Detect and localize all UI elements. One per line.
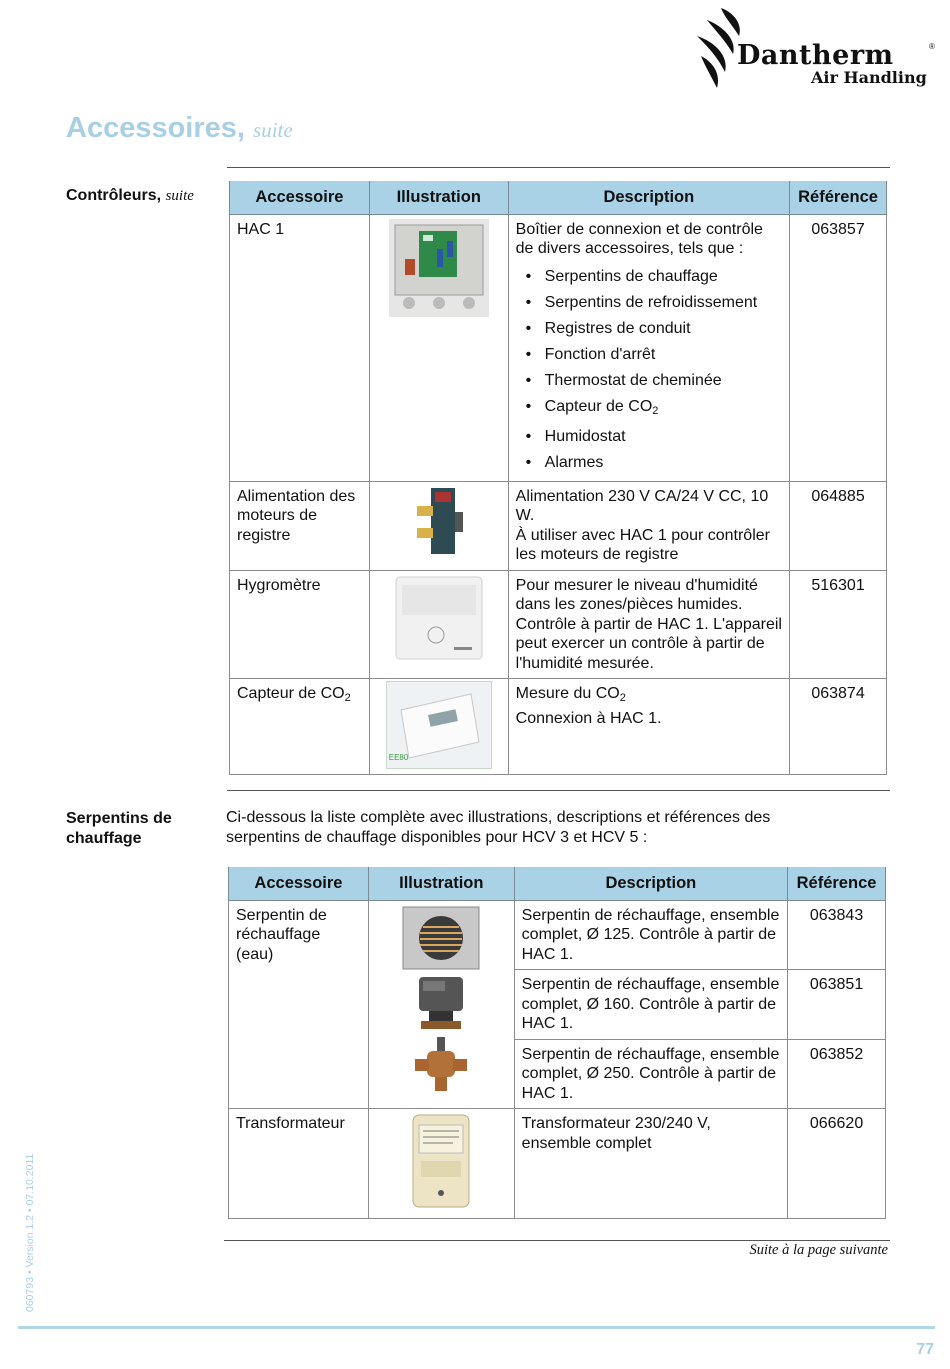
table-row bbox=[229, 1109, 886, 1219]
co2-sensor-picture bbox=[386, 681, 492, 769]
continued-note: Suite à la page suivante bbox=[749, 1242, 888, 1258]
header-illustration: Illustration bbox=[369, 181, 508, 214]
table-row bbox=[229, 900, 886, 970]
table-row bbox=[230, 214, 887, 481]
reference-cell: 063851 bbox=[788, 970, 886, 1040]
accessory-cell: Alimentation des moteurs de registre bbox=[230, 481, 370, 570]
brass-valve-icon bbox=[411, 1035, 471, 1095]
header-illustration: Illustration bbox=[368, 867, 514, 900]
reference-cell: 063874 bbox=[790, 679, 887, 775]
logo-subtitle: Air Handling bbox=[811, 68, 927, 87]
header-reference: Référence bbox=[788, 867, 886, 900]
section-label-controleurs: Contrôleurs, suite bbox=[66, 187, 194, 204]
list-item: • Fonction d'arrêt bbox=[516, 342, 782, 368]
description-cell: Serpentin de réchauffage, ensemble complet, Ø 125. Contrôle à partir de HAC 1. bbox=[514, 900, 787, 970]
logo-brand: Dantherm bbox=[737, 40, 894, 71]
header-description: Description bbox=[514, 867, 787, 900]
table-row bbox=[230, 679, 887, 775]
transformer-icon bbox=[409, 1113, 473, 1209]
accessory-cell: HAC 1 bbox=[230, 214, 370, 481]
illustration-cell bbox=[369, 481, 508, 570]
list-item: • Capteur de $CO_2$ bbox=[516, 394, 782, 424]
page-title-main: Accessoires, bbox=[66, 112, 245, 144]
reference-cell: 063857 bbox=[790, 214, 887, 481]
divider bbox=[227, 167, 890, 168]
footer-rule bbox=[18, 1326, 935, 1329]
page-number: 77 bbox=[916, 1341, 934, 1358]
accessory-cell: Transformateur bbox=[229, 1109, 369, 1219]
illustration-cell bbox=[369, 214, 508, 481]
description-cell: Serpentin de réchauffage, ensemble complet, Ø 250. Contrôle à partir de HAC 1. bbox=[514, 1039, 787, 1109]
control-box-icon bbox=[389, 219, 489, 317]
accessory-cell: Capteur de $CO_2$ bbox=[230, 679, 370, 775]
list-item: • Serpentins de refroidissement bbox=[516, 290, 782, 316]
reference-cell: 516301 bbox=[790, 570, 887, 679]
illustration-cell bbox=[368, 1109, 514, 1219]
reference-cell: 066620 bbox=[788, 1109, 886, 1219]
description-cell: Pour mesurer le niveau d'humidité dans les zones/pièces humides. Contrôle à partir de HAC 1. L'appareil peut exercer un contrôle à partir de l'humidité mesurée. bbox=[508, 570, 789, 679]
illustration-cell bbox=[369, 679, 508, 775]
table-row bbox=[230, 481, 887, 570]
document-version: 060793 • Version 1.2 • 07.10.2011 bbox=[24, 1153, 36, 1312]
hygrometer-icon bbox=[394, 575, 484, 661]
accessory-cell: Hygromètre bbox=[230, 570, 370, 679]
logo-registered-mark: ® bbox=[929, 42, 935, 51]
divider bbox=[227, 790, 890, 791]
description-cell: Alimentation 230 V CA/24 V CC, 10 W. À utiliser avec HAC 1 pour contrôler les moteurs de registre bbox=[508, 481, 789, 570]
description-cell: Boîtier de connexion et de contrôle de divers accessoires, tels que : • Serpentins de chauffage • Serpentins de refroidissement • Registres de conduit • Fonction d'arrêt • Thermostat de cheminée • Capteur de $CO_2$ • Humidostat • Alarmes bbox=[508, 214, 789, 481]
illustration-cell bbox=[368, 900, 514, 1109]
table-row bbox=[230, 570, 887, 679]
header-description: Description bbox=[508, 181, 789, 214]
description-cell: Mesure du $CO_2$ Connexion à HAC 1. bbox=[508, 679, 789, 775]
valve-actuator-icon bbox=[411, 973, 471, 1033]
page-title bbox=[66, 112, 293, 145]
list-item: • Humidostat bbox=[516, 424, 782, 450]
header-reference: Référence bbox=[790, 181, 887, 214]
list-item: • Thermostat de cheminée bbox=[516, 368, 782, 394]
table-header-row bbox=[230, 181, 887, 214]
illustration-caption: EE80 bbox=[388, 752, 409, 762]
header-accessory: Accessoire bbox=[230, 181, 370, 214]
section-label-serpentins: Serpentins de chauffage bbox=[66, 810, 172, 847]
header-accessory: Accessoire bbox=[229, 867, 369, 900]
illustration-cell bbox=[369, 570, 508, 679]
controllers-table bbox=[229, 181, 887, 775]
dantherm-logo bbox=[693, 6, 938, 90]
page-title-suite: suite bbox=[253, 118, 293, 142]
feature-list bbox=[516, 264, 782, 476]
list-item: • Serpentins de chauffage bbox=[516, 264, 782, 290]
table-header-row bbox=[229, 867, 886, 900]
list-item: • Alarmes bbox=[516, 450, 782, 476]
heating-coil-icon bbox=[401, 905, 481, 971]
divider bbox=[224, 1240, 890, 1241]
section-intro: Ci-dessous la liste complète avec illustrations, descriptions et références des serpentins de chauffage disponibles pour HCV 3 et HCV 5 : bbox=[226, 809, 771, 846]
description-cell: Transformateur 230/240 V, ensemble complet bbox=[514, 1109, 787, 1219]
heating-coils-table bbox=[228, 867, 886, 1219]
list-item: • Registres de conduit bbox=[516, 316, 782, 342]
description-cell: Serpentin de réchauffage, ensemble complet, Ø 160. Contrôle à partir de HAC 1. bbox=[514, 970, 787, 1040]
reference-cell: 063843 bbox=[788, 900, 886, 970]
accessory-cell: Serpentin de réchauffage (eau) bbox=[229, 900, 369, 1109]
reference-cell: 063852 bbox=[788, 1039, 886, 1109]
power-supply-icon bbox=[409, 486, 469, 558]
reference-cell: 064885 bbox=[790, 481, 887, 570]
